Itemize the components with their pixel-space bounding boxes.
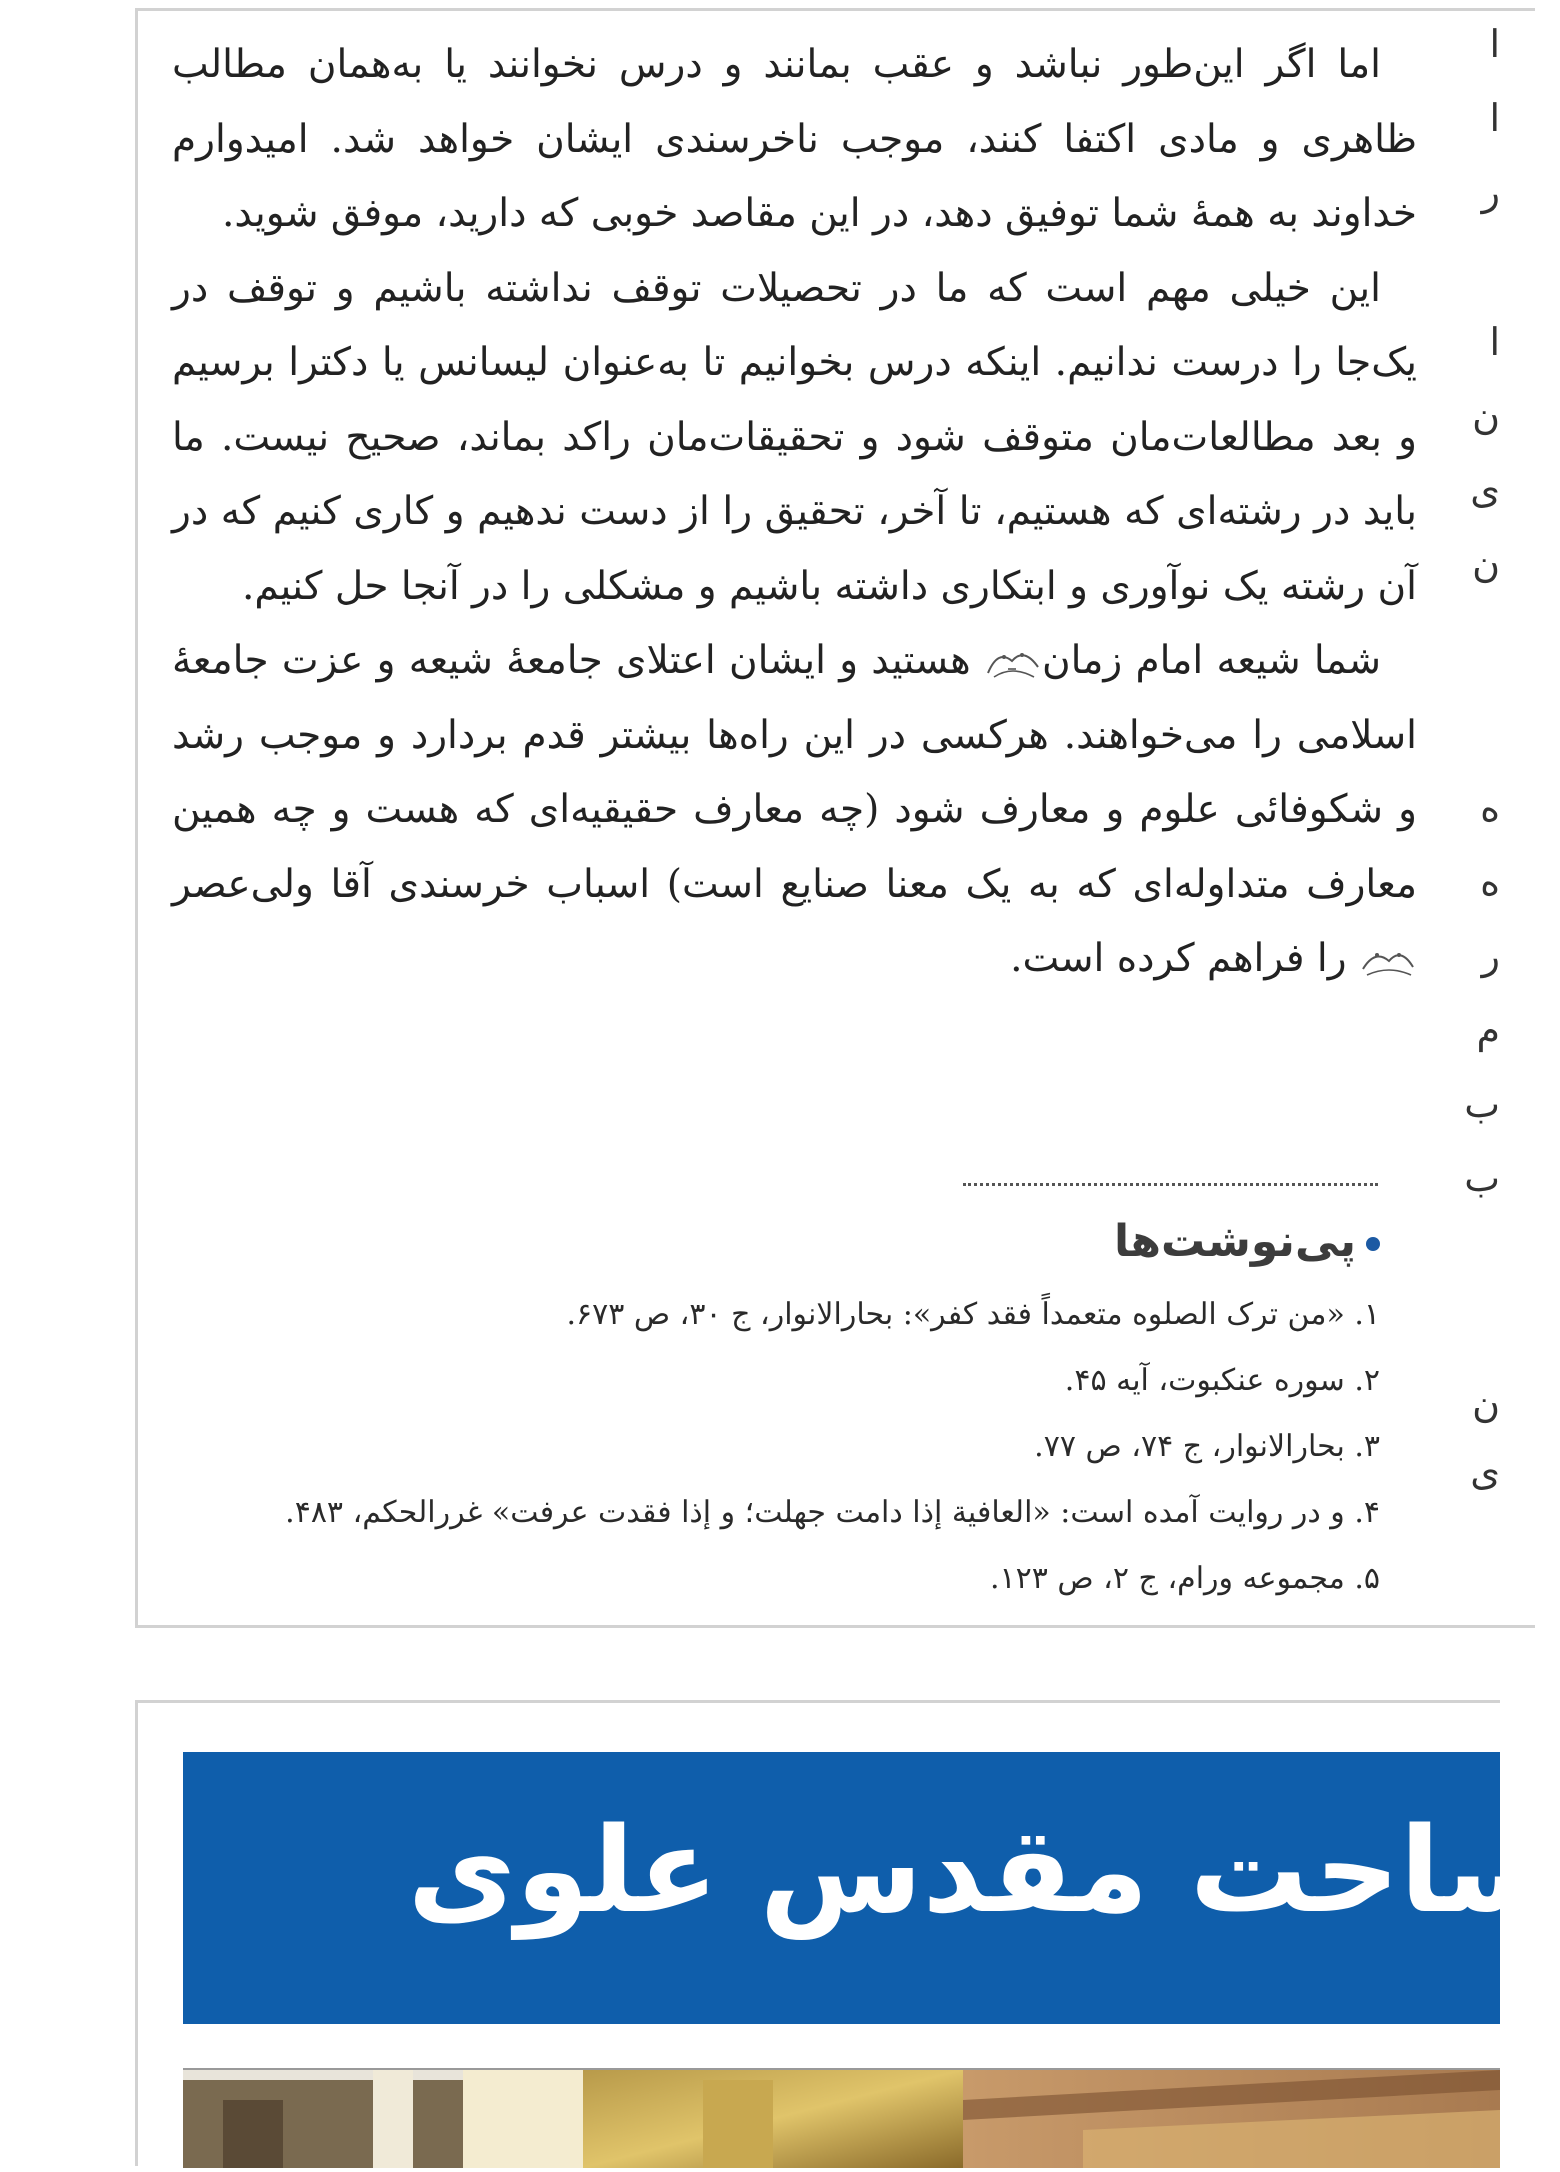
article-body [172,28,1417,997]
side-fragment: ر [1481,170,1500,214]
side-fragment: ن [1472,1382,1500,1426]
side-fragment: ه [1480,860,1500,904]
article-paragraph-1: اما اگر این‌طور نباشد و عقب بمانند و درس نخوانند یا به‌همان مطالب ظاهری و مادی اکتفا کنند، موجب ناخرسندی ایشان خواهد شد. امیدوارم خداوند به همهٔ شما توفیق دهد، در این مقاصد خوبی که دارید، موفق شوید. [172,42,1417,236]
honorific-seal-icon [1359,941,1417,981]
footnote-1: ۱. «من ترک الصلوه متعمداً فقد کفر»: بحارالانوار، ج ۳۰، ص ۶۷۳. [566,1297,1380,1332]
banner-title: ساحت مقدس علوی [407,1801,1560,1939]
honorific-seal-icon [984,643,1042,683]
paragraph-3-part-1: شما شیعه امام زمان [1041,638,1381,683]
side-fragment: ا [1489,96,1500,140]
section-banner [183,1752,1560,2024]
side-fragment: ا [1489,22,1500,66]
side-fragment: م [1476,1008,1500,1052]
adjacent-column-fragment [1464,10,1500,1500]
side-fragment: ن [1472,542,1500,586]
footnotes-title: پی‌نوشت‌ها [1113,1216,1356,1267]
paragraph-3-part-2: هستید و ایشان اعتلای جامعهٔ شیعه و عزت جامعهٔ اسلامی را می‌خواهند. هرکسی در این راه‌ها بیشتر قدم بردارد و موجب رشد و شکوفائی علوم و معارف شود (چه معارف حقیقیه‌ای که هست و چه همین معارف متداوله‌ای که به یک معنا صنایع است) اسباب خرسندی آقا ولی‌عصر [172,638,1417,907]
side-fragment: ی [1470,468,1500,512]
footnote-2: ۲. سوره عنکبوت، آیه ۴۵. [1064,1363,1380,1398]
footnote-3: ۳. بحارالانوار، ج ۷۴، ص ۷۷. [1034,1429,1380,1464]
side-fragment: ه [1480,786,1500,830]
footnotes-section [190,1212,1380,1612]
side-fragment: ی [1470,1450,1500,1494]
article-paragraph-3 [172,624,1417,997]
side-fragment: ا [1489,320,1500,364]
shrine-photo [183,2068,1500,2168]
paragraph-3-part-3: را فراهم کرده است. [1010,936,1359,981]
shrine-photo-image [183,2070,1500,2168]
footnote-4: ۴. و در روایت آمده است: «العافیة إذا دامت جهلت؛ و إذا فقدت عرفت» غررالحکم، ۴۸۳. [285,1495,1380,1530]
bullet-icon [1366,1237,1380,1251]
footnotes-heading [190,1212,1380,1272]
footnote-5: ۵. مجموعه ورام، ج ۲، ص ۱۲۳. [989,1561,1380,1596]
side-fragment: ب [1464,1082,1500,1126]
side-fragment: ر [1481,934,1500,978]
footnotes-divider [963,1183,1378,1186]
side-fragment: ب [1464,1156,1500,1200]
side-fragment: ن [1472,394,1500,438]
article-paragraph-2: این خیلی مهم است که ما در تحصیلات توقف نداشته باشیم و توقف در یک‌جا را درست ندانیم. اینکه درس بخوانیم تا به‌عنوان لیسانس یا دکترا برسیم و بعد مطالعات‌مان متوقف شود و تحقیقات‌مان راکد بماند، صحیح نیست. ما باید در رشته‌ای که هستیم، تا آخر، تحقیق را از دست ندهیم و کاری کنیم که در آن رشته یک نوآوری و ابتکاری داشته باشیم و مشکلی را در آنجا حل کنیم. [172,265,1417,609]
